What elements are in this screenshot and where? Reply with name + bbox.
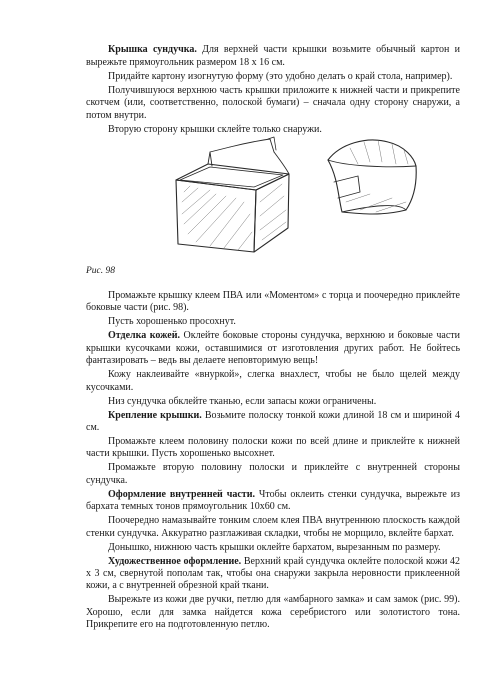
paragraph: Художественное оформление. Верхний край сундучка оклейте полоской кожи 42 х 3 см, свернутой пополам так, чтобы она снаружи закрыла неровности приклеенной кожи, а с внутренней обрезной край ткани. <box>86 555 460 592</box>
paragraph: Придайте картону изогнутую форму (это удобно делать о край стола, например). <box>108 70 453 82</box>
text-block-top <box>86 44 460 137</box>
box-side-face <box>254 174 289 252</box>
text-block-bottom <box>86 290 460 632</box>
lid-curve-back <box>328 140 416 166</box>
lead-heading: Крышка сундучка. <box>108 44 197 55</box>
paragraph: Донышко, нижнюю часть крышки оклейте бархатом, вырезанным по размеру. <box>108 541 441 553</box>
box-top-rim <box>176 164 289 190</box>
paragraph: Низ сундучка обклейте тканью, если запасы кожи ограничены. <box>108 395 377 407</box>
figure-caption: Рис. 98 <box>86 266 116 276</box>
lead-heading: Отделка кожей. <box>108 330 180 342</box>
lead-heading: Художественное оформление. <box>108 555 242 567</box>
paragraph: Пусть хорошенько просохнут. <box>108 316 236 328</box>
paragraph: Промажьте вторую половину полоски и приклейте с внутренней стороны сундучка. <box>86 462 460 486</box>
paragraph: Промажьте клеем половину полоски кожи по всей длине и приклейте к нижней части крышки. Пусть хорошенько высохнет. <box>86 435 460 460</box>
lid-curve-front <box>328 160 416 214</box>
paragraph: Оформление внутренней части. Чтобы оклеить стенки сундучка, вырежьте из бархата темных тонов прямоугольник 10х60 см. <box>86 488 460 513</box>
paragraph: Вырежьте из кожи две ручки, петлю для «амбарного замка» и сам замок (рис. 99). Хорошо, если для замка найдется кожа серебристого или золотистого тона. Прикрепите его на подготовленную петлю. <box>86 594 460 631</box>
paragraph: Кожу наклеивайте «внуркой», слегка внахлест, чтобы не было щелей между кусочками. <box>86 369 460 393</box>
box-front-face <box>176 180 256 252</box>
box-lid-illustration <box>170 132 465 257</box>
lead-heading: Крепление крышки. <box>108 409 202 421</box>
lead-heading: Оформление внутренней части. <box>108 488 255 500</box>
paragraph: Отделка кожей. Оклейте боковые стороны сундучка, верхнюю и боковые части крышки кусочками кожи, оставшимися от изготовления других работ. Не бойтесь фантазировать – ведь вы делаете неповторимую вещь! <box>86 330 460 367</box>
paragraph: Поочередно намазывайте тонким слоем клея ПВА внутреннюю плоскость каждой стенки сундучка. Аккуратно разглаживая складки, чтобы не морщило, вклейте бархат. <box>86 515 460 539</box>
paragraph: Промажьте крышку клеем ПВА или «Моментом» с торца и поочередно приклейте боковые части (рис. 98). <box>86 290 460 314</box>
paragraph: Крышка сундучка. Для верхней части крышки возьмите обычный картон и вырежьте прямоугольник размером 18 х 16 см. <box>86 44 460 68</box>
paragraph: Получившуюся верхнюю часть крышки приложите к нижней части и прикрепите скотчем (или, соответственно, полоской бумаги) – сначала одну сторону снаружи, а потом внутри. <box>86 84 460 121</box>
paragraph: Вторую сторону крышки склейте только снаружи. <box>108 124 322 136</box>
paragraph: Крепление крышки. Возьмите полоску тонкой кожи длиной 18 см и шириной 4 см. <box>86 409 460 434</box>
